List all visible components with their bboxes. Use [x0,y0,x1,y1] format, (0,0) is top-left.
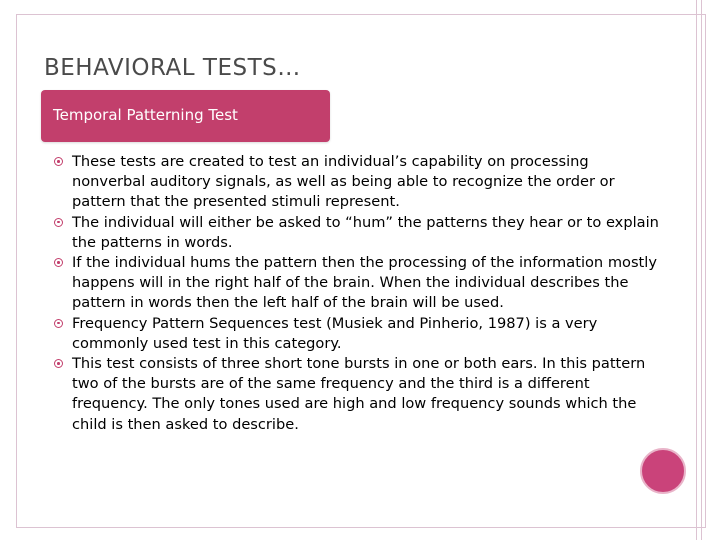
slide-title: BEHAVIORAL TESTS… [44,55,301,81]
bullet-icon [54,258,63,267]
right-border-rule-outer [701,0,702,540]
subtitle-banner [41,90,330,142]
bullet-icon [54,359,63,368]
bullet-item [42,253,664,314]
bullet-icon [54,319,63,328]
bullet-text: Frequency Pattern Sequences test (Musiek and Pinherio, 1987) is a very commonly used test in this category. [72,314,598,352]
subtitle-text: Temporal Patterning Test [53,106,238,124]
bullet-item [42,354,664,435]
bullet-list [42,152,664,435]
bullet-item [42,152,664,213]
bullet-item [42,314,664,354]
bullet-text: The individual will either be asked to “hum” the patterns they hear or to explain the patterns in words. [72,213,659,251]
bullet-icon [54,157,63,166]
decorative-circle-icon [640,448,686,494]
right-border-rule [696,0,697,540]
bullet-icon [54,218,63,227]
bullet-item [42,213,664,253]
bullet-text: These tests are created to test an individual’s capability on processing nonverbal auditory signals, as well as being able to recognize the order or pattern that the presented stimuli represent. [72,153,615,211]
bullet-text: If the individual hums the pattern then the processing of the information mostly happens will in the right half of the brain. When the individual describes the pattern in words then the left half of the brain will be used. [72,254,657,312]
bullet-text: This test consists of three short tone bursts in one or both ears. In this pattern two of the bursts are of the same frequency and the third is a different frequency. The only tones used are high and low frequency sounds which the child is then asked to describe. [72,355,646,433]
